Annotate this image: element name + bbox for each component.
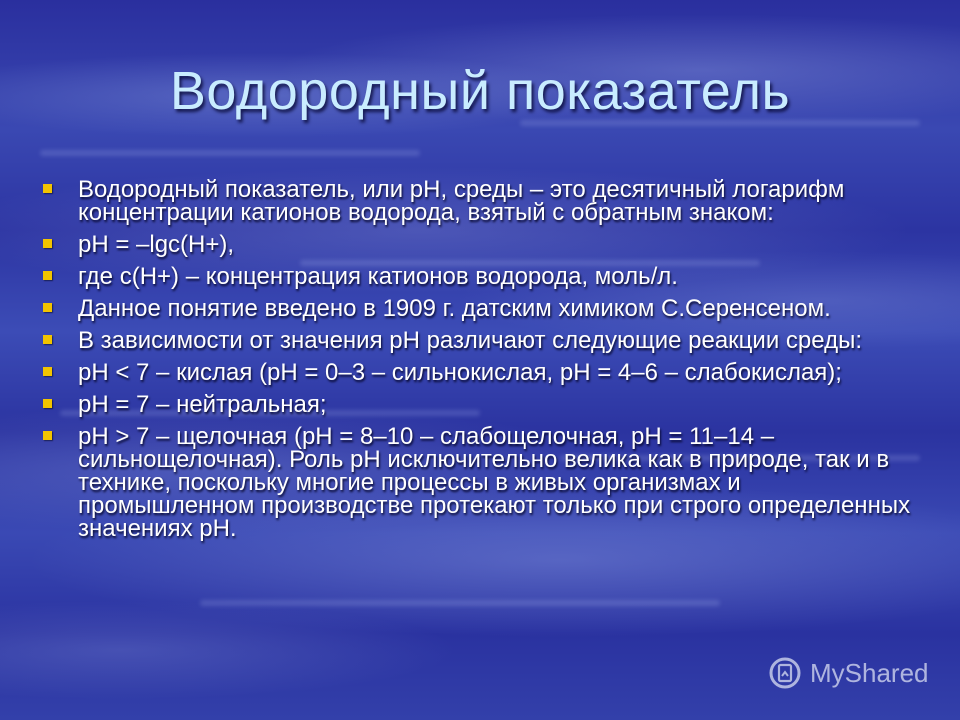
bullet-square-icon [43,431,52,440]
watermark-text: MyShared [810,657,929,688]
list-item [42,265,922,288]
list-item-text: pH = 7 – нейтральная; [78,391,327,418]
list-item-text: pH < 7 – кислая (pH = 0–3 – сильнокислая, pH = 4–6 – слабокислая); [78,359,842,386]
bullet-square-icon [43,335,52,344]
bullet-square-icon [43,184,52,193]
bullet-list [42,178,922,549]
list-item-text: pH = –lgc(H+), [78,231,235,258]
list-item-text: Данное понятие введено в 1909 г. датским химиком С.Серенсеном. [78,295,831,322]
list-item [42,361,922,384]
bullet-square-icon [43,271,52,280]
list-item-text: В зависимости от значения pH различают следующие реакции среды: [78,327,862,354]
cloud-streak [40,150,420,156]
list-item [42,233,922,256]
list-item-text: Водородный показатель, или pH, среды – это десятичный логарифм концентрации катионов водорода, взятый с обратным знаком: [78,176,845,226]
cloud-streak [200,600,720,606]
myshared-logo-icon [768,656,802,690]
slide-title: Водородный показатель [169,61,791,121]
bullet-square-icon [43,239,52,248]
watermark [768,656,929,690]
bullet-square-icon [43,303,52,312]
bullet-square-icon [43,399,52,408]
bullet-square-icon [43,367,52,376]
list-item-text: pH > 7 – щелочная (pH = 8–10 – слабощелочная, pH = 11–14 – сильнощелочная). Роль pH исключительно велика как в природе, так и в технике, поскольку многие процессы в живых организмах и промышленном производстве протекают только при строго определенных значениях pH. [78,423,911,542]
list-item [42,393,922,416]
list-item [42,297,922,320]
list-item [42,178,922,224]
list-item [42,425,922,540]
list-item [42,329,922,352]
list-item-text: где c(H+) – концентрация катионов водорода, моль/л. [78,263,678,290]
